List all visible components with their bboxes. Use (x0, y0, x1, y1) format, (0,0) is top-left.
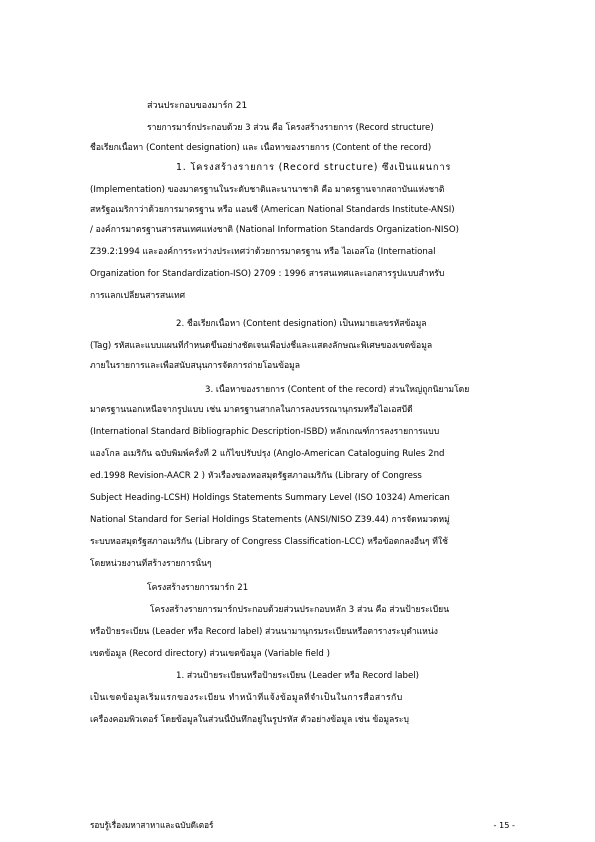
paragraph-line: โครงสร้างรายการมาร์กประกอบด้วยส่วนประกอบหลัก 3 ส่วน คือ ส่วนป้ายระเบียน (150, 605, 450, 615)
paragraph-line: การแลกเปลี่ยนสารสนเทศ (90, 291, 186, 301)
paragraph-line: Subject Heading-LCSH) Holdings Statements Summary Level (ISO 10324) American (90, 493, 450, 503)
numbered-item-1-leader: 1. ส่วนป้ายระเบียนหรือป้ายระเบียน (Leader หรือ Record label) (176, 671, 420, 681)
paragraph-line: แองโกล อเมริกัน ฉบับพิมพ์ครั้งที่ 2 แก้ไขปรับปรุง (Anglo-American Cataloguing Rules 2nd (90, 449, 445, 459)
paragraph-line: ภายในรายการและเพื่อสนับสนุนการจัดการถ่ายโอนข้อมูล (90, 361, 301, 371)
paragraph-line: เครื่องคอมพิวเตอร์ โดยข้อมูลในส่วนนี้บันทึกอยู่ในรูปรหัส ตัวอย่างข้อมูล เช่น ข้อมูลระบุ (90, 715, 409, 725)
paragraph-line: สหรัฐอเมริกาว่าด้วยการมาตรฐาน หรือ แอนซี (American National Standards Institute-ANSI) (90, 205, 455, 215)
numbered-item-2: 2. ชื่อเรียกเนื้อหา (Content designation) เป็นหมายเลขรหัสข้อมูล (176, 319, 427, 329)
paragraph-line: (Tag) รหัสและแบบแผนที่กำหนดขึ้นอย่างชัดเจนเพื่อบ่งชี้และแสดงลักษณะพิเศษของเขตข้อมูล (90, 341, 433, 351)
paragraph-line: ระบบหอสมุดรัฐสภาอเมริกัน (Library of Congress Classification-LCC) หรือข้อตกลงอื่นๆ ที่ใช้ (90, 537, 449, 547)
paragraph-line: หรือป้ายระเบียน (Leader หรือ Record label) ส่วนนามานุกรมระเบียนหรือตารางระบุตำแหน่ง (90, 627, 438, 637)
paragraph-line: ed.1998 Revision-AACR 2 ) หัวเรื่องของหอสมุดรัฐสภาอเมริกัน (Library of Congress (90, 471, 422, 481)
paragraph-line: (Implementation) ของมาตรฐานในระดับชาติและนานาชาติ คือ มาตรฐานจากสถาบันแห่งชาติ (90, 185, 445, 195)
paragraph-line: Z39.2:1994 และองค์การระหว่างประเทศว่าด้วยการมาตรฐาน หรือ ไอเอสโอ (International (90, 247, 436, 257)
paragraph-line: / องค์การมาตรฐานสารสนเทศแห่งชาติ (National Information Standards Organization-NISO) (90, 225, 459, 235)
numbered-item-3: 3. เนื้อหาของรายการ (Content of the record) ส่วนใหญ่ถูกนิยามโดย (205, 385, 470, 395)
footer-title: รอบรู้เรื่องมหาสาหาและฉบับดีเตอร์ (90, 820, 214, 830)
footer-divider (90, 816, 515, 817)
subsection-heading: โครงสร้างรายการมาร์ก 21 (147, 583, 249, 593)
paragraph-line: National Standard for Serial Holdings Statements (ANSI/NISO Z39.44) การจัดหมวดหมู่ (90, 515, 450, 525)
paragraph-line: (International Standard Bibliographic Description-ISBD) หลักเกณฑ์การลงรายการแบบ (90, 427, 440, 437)
paragraph-line: รายการมาร์กประกอบด้วย 3 ส่วน คือ โครงสร้างรายการ (Record structure) (147, 123, 434, 133)
section-heading: ส่วนประกอบของมาร์ก 21 (147, 101, 248, 111)
paragraph-line: เขตข้อมูล (Record directory) ส่วนเขตข้อมูล (Variable field ) (90, 649, 330, 659)
numbered-item-1: 1. โครงสร้างรายการ (Record structure) ซึ่งเป็นแผนการ (176, 162, 452, 173)
page-number: - 15 - (493, 820, 515, 830)
paragraph-line: โดยหน่วยงานที่สร้างรายการนั้นๆ (90, 559, 212, 569)
paragraph-line: ชื่อเรียกเนื้อหา (Content designation) และ เนื้อหาของรายการ (Content of the record) (90, 143, 432, 153)
paragraph-line: เป็นเขตข้อมูลเริ่มแรกของระเบียน ทำหน้าที่แจ้งข้อมูลที่จำเป็นในการสื่อสารกับ (90, 693, 403, 703)
paragraph-line: Organization for Standardization-ISO) 2709 : 1996 สารสนเทศและเอกสารรูปแบบสำหรับ (90, 269, 445, 279)
paragraph-line: มาตรฐานนอกเหนือจากรูปแบบ เช่น มาตรฐานสากลในการลงบรรณานุกรมหรือไอเอสบีดี (90, 405, 413, 415)
